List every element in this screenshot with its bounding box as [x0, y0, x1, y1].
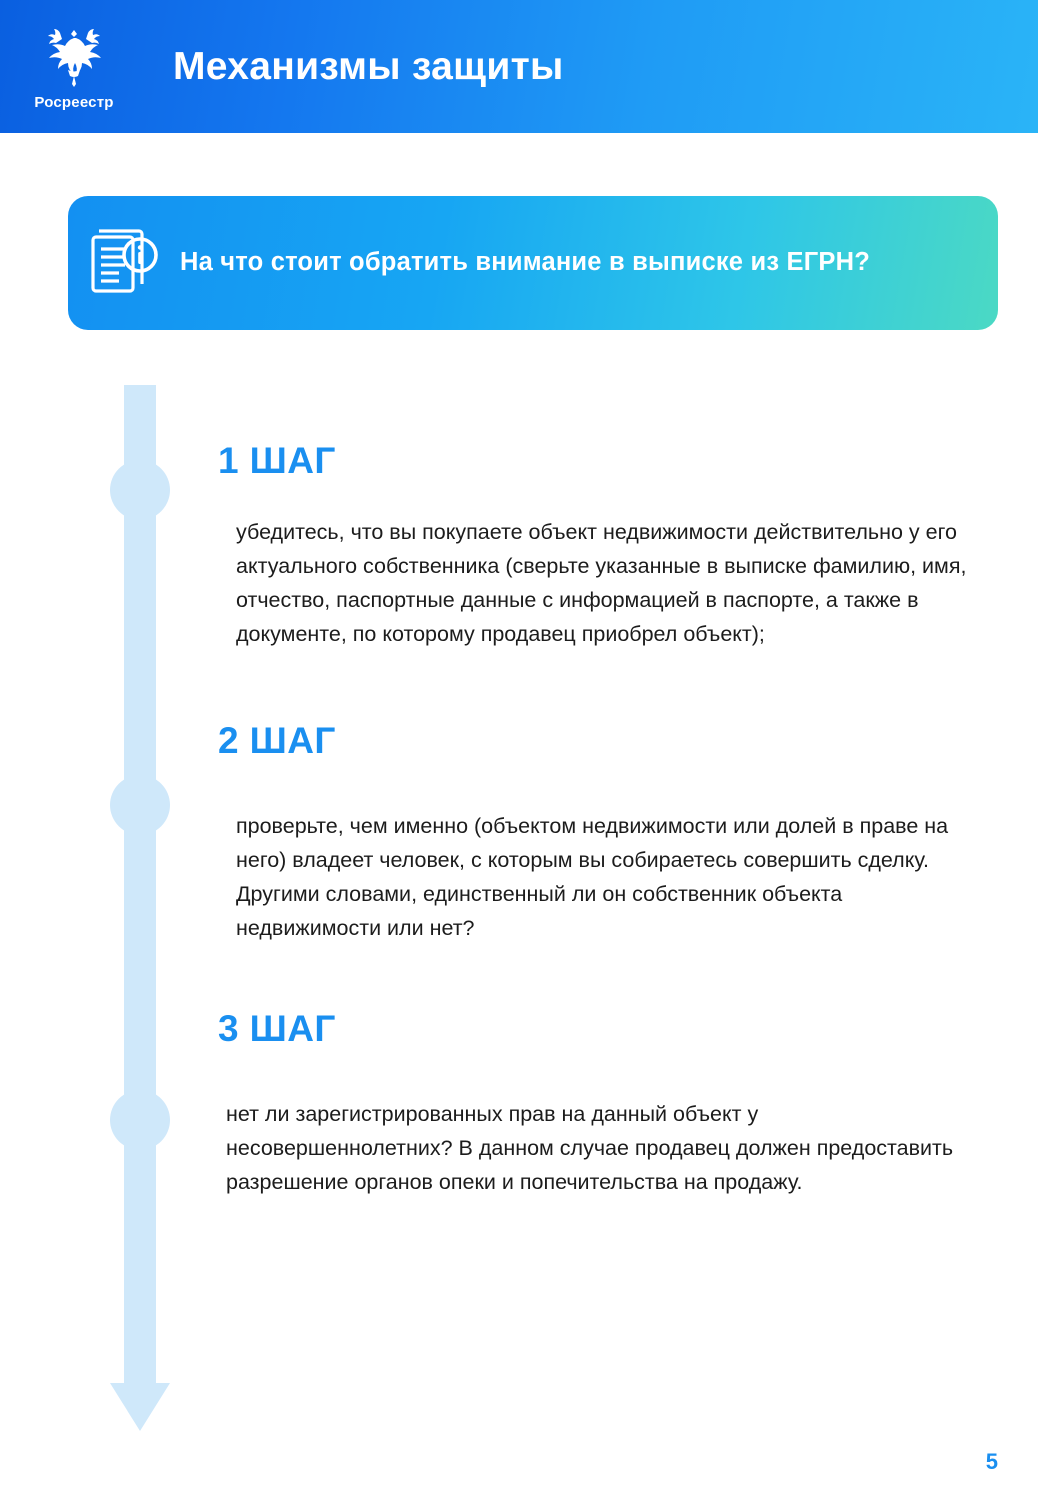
step-item [218, 1008, 978, 1200]
callout-text: На что стоит обратить внимание в выписке из ЕГРН? [180, 248, 870, 277]
callout-banner [68, 196, 998, 330]
document-info-icon [68, 223, 180, 303]
step-item [218, 440, 978, 652]
timeline-dot-step-1 [110, 460, 170, 520]
double-headed-eagle-icon [35, 26, 113, 88]
timeline-dot-step-3 [110, 1090, 170, 1150]
step-body: проверьте, чем именно (объектом недвижимости или долей в праве на него) владеет человек, с которым вы собираетесь совершить сделку. Другими словами, единственный ли он собственник объекта недвижимости или нет? [236, 813, 949, 940]
step-item [218, 720, 978, 946]
page-header [0, 0, 1038, 133]
timeline-dot-step-2 [110, 775, 170, 835]
steps-list [218, 440, 978, 1210]
brand-logo [0, 0, 148, 133]
page-number: 5 [985, 1449, 998, 1474]
brand-name: Росреестр [34, 94, 114, 111]
timeline-arrow-icon [110, 1383, 170, 1431]
page-title: Механизмы защиты [173, 44, 564, 88]
timeline-track [110, 385, 170, 1445]
step-title: 1 ШАГ [218, 440, 336, 481]
step-title: 2 ШАГ [218, 719, 336, 761]
step-body: убедитесь, что вы покупаете объект недвижимости действительно у его актуального собственника (сверьте указанные в выписке фамилию, имя, отчество, паспортные данные с информацией в паспорте, а также в документе, по которому продавец приобрел объект); [236, 520, 967, 646]
step-title: 3 ШАГ [218, 1007, 336, 1049]
timeline-line [124, 385, 156, 1390]
step-body: нет ли зарегистрированных прав на данный объект у несовершеннолетних? В данном случае продавец должен предоставить разрешение органов опеки и попечительства на продажу. [226, 1101, 954, 1194]
